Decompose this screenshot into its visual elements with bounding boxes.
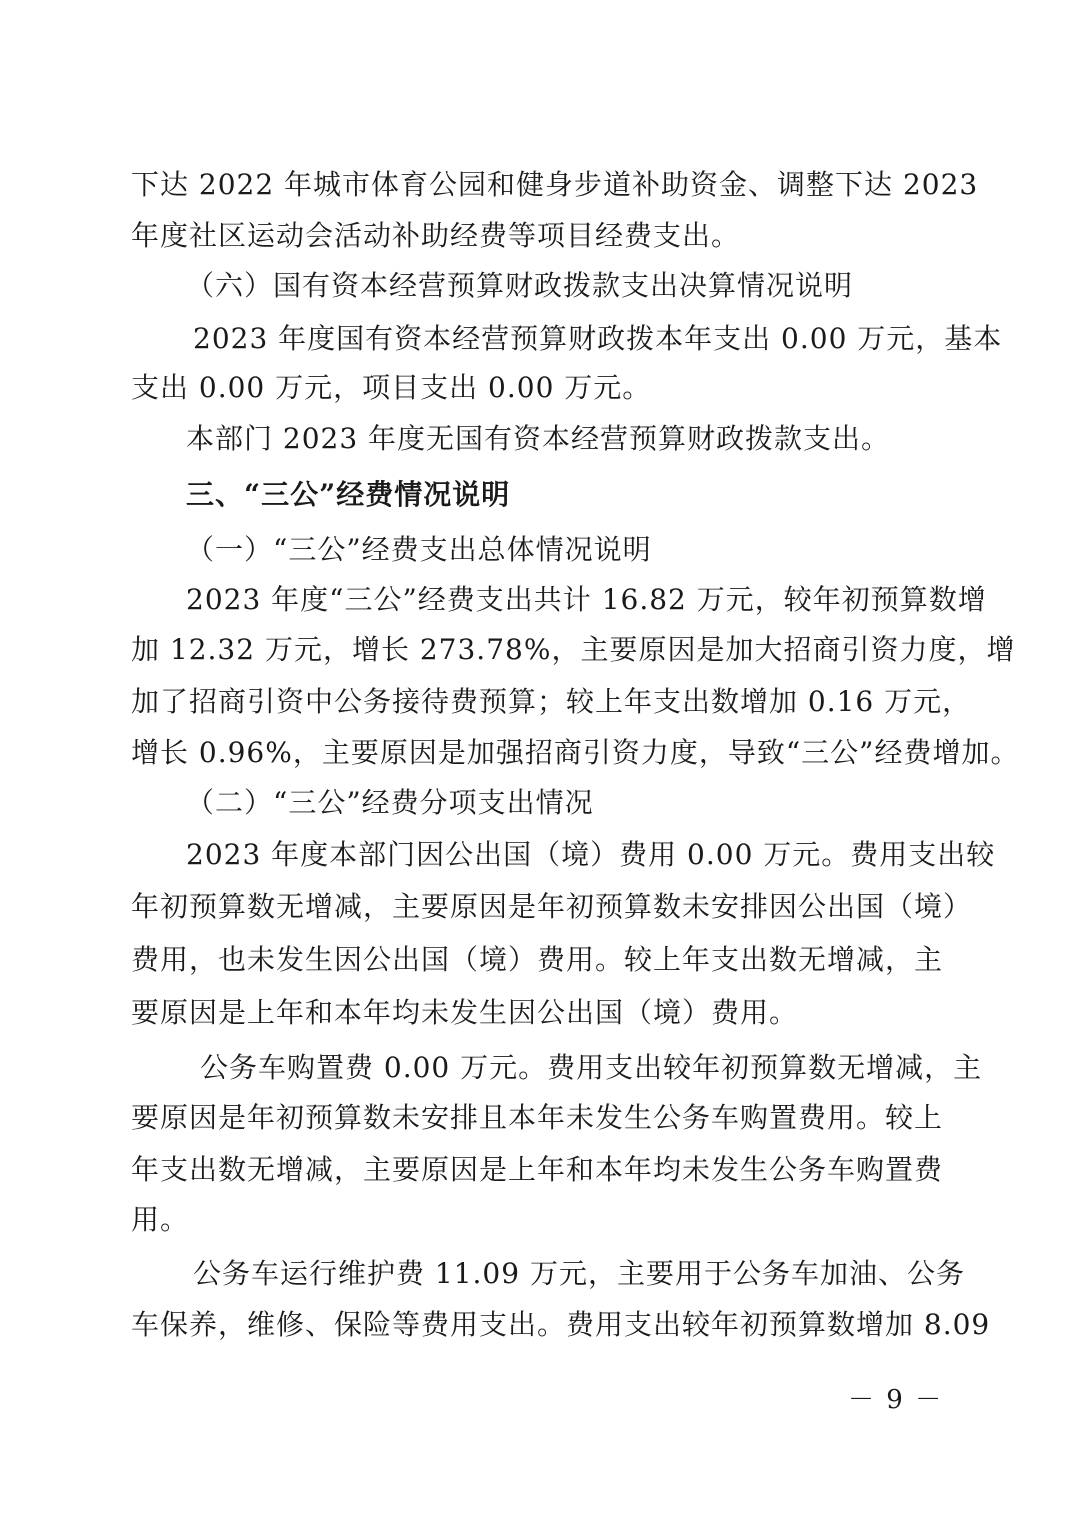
paragraph-line: 2023 年度本部门因公出国（境）费用 0.00 万元。费用支出较 (186, 838, 996, 871)
paragraph-line: 公务车购置费 0.00 万元。费用支出较年初预算数无增减，主 (200, 1051, 983, 1084)
paragraph-line: 年度社区运动会活动补助经费等项目经费支出。 (131, 219, 741, 252)
paragraph-line: 年支出数无增减，主要原因是上年和本年均未发生公务车购置费 (131, 1153, 944, 1186)
paragraph-line: 加了招商引资中公务接待费预算；较上年支出数增加 0.16 万元， (131, 685, 972, 718)
paragraph-line: 2023 年度国有资本经营预算财政拨本年支出 0.00 万元，基本 (193, 322, 1003, 355)
paragraph-line: 增长 0.96%，主要原因是加强招商引资力度，导致“三公”经费增加。 (131, 736, 1020, 769)
paragraph-line: 加 12.32 万元，增长 273.78%，主要原因是加大招商引资力度，增 (131, 633, 1016, 666)
paragraph-line: 下达 2022 年城市体育公园和健身步道补助资金、调整下达 2023 (131, 168, 979, 201)
paragraph-line: 年初预算数无增减，主要原因是年初预算数未安排因公出国（境） (131, 890, 973, 923)
paragraph-line: 支出 0.00 万元，项目支出 0.00 万元。 (131, 371, 652, 404)
paragraph-line: 要原因是上年和本年均未发生因公出国（境）费用。 (131, 996, 799, 1029)
paragraph-line: 2023 年度“三公”经费支出共计 16.82 万元，较年初预算数增 (186, 583, 987, 616)
paragraph-line: 本部门 2023 年度无国有资本经营预算财政拨款支出。 (186, 422, 891, 455)
chapter-heading: 三、“三公”经费情况说明 (186, 478, 511, 511)
paragraph-line: 要原因是年初预算数未安排且本年未发生公务车购置费用。较上 (131, 1101, 944, 1134)
paragraph-line: 费用，也未发生因公出国（境）费用。较上年支出数无增减，主 (131, 943, 944, 976)
section-heading: （六）国有资本经营预算财政拨款支出决算情况说明 (186, 269, 854, 302)
section-heading: （一）“三公”经费支出总体情况说明 (186, 533, 652, 566)
page-number: － 9 － (848, 1385, 944, 1415)
paragraph-line: 车保养，维修、保险等费用支出。费用支出较年初预算数增加 8.09 (131, 1308, 991, 1341)
paragraph-line: 公务车运行维护费 11.09 万元，主要用于公务车加油、公务 (193, 1257, 965, 1290)
section-heading: （二）“三公”经费分项支出情况 (186, 786, 594, 819)
paragraph-line: 用。 (131, 1203, 190, 1236)
